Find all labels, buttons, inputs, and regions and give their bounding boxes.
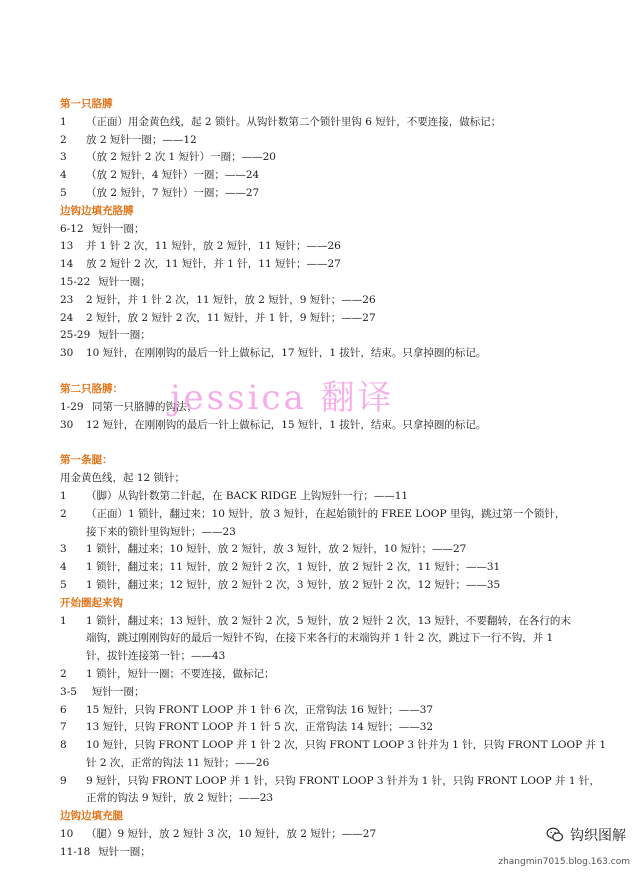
row-text: 短针一圈； — [92, 222, 145, 235]
row-text: 针 2 次，正常的钩法 11 短针；——26 — [86, 756, 270, 769]
pattern-row — [60, 221, 620, 239]
section-gap — [60, 363, 620, 381]
row-number: 8 — [60, 739, 67, 752]
row-number: 1 — [60, 614, 67, 627]
row-number: 14 — [60, 258, 74, 271]
pattern-row — [60, 755, 620, 773]
row-text: 针，拔针连接第一针；——43 — [86, 650, 226, 663]
row-text: 用金黄色线，起 12 锁针； — [60, 472, 186, 485]
pattern-row — [60, 185, 620, 203]
pattern-row — [60, 648, 620, 666]
pattern-row — [60, 666, 620, 684]
row-text: 端钩，跳过刚刚钩好的最后一短针不钩，在接下来各行的末端钩并 1 针 2 次，跳过下一行不钩，并 1 — [86, 632, 554, 645]
row-text: 放 2 短针一圈；——12 — [86, 133, 197, 146]
pattern-row — [60, 613, 620, 631]
pattern-row — [60, 256, 620, 274]
row-number: 2 — [60, 133, 67, 146]
row-number: 6 — [60, 703, 67, 716]
pattern-row — [60, 684, 620, 702]
row-number: 13 — [60, 240, 74, 253]
row-number: 15-22 — [60, 275, 91, 288]
pattern-row — [60, 790, 620, 808]
row-number: 1 — [60, 489, 67, 502]
pattern-row — [60, 702, 620, 720]
pattern-row — [60, 292, 620, 310]
row-number: 5 — [60, 578, 67, 591]
row-text: 10 短针，在刚刚钩的最后一针上做标记，17 短针，1 拔针，结束。只拿掉圈的标记。 — [86, 347, 487, 360]
row-number: 7 — [60, 721, 67, 734]
row-text: 13 短针，只钩 FRONT LOOP 并 1 针 5 次，正常钩法 14 短针；——32 — [86, 721, 434, 734]
row-number: 2 — [60, 667, 67, 680]
source-url: zhangmin7015.blog.163.com — [498, 857, 630, 867]
row-number: 4 — [60, 561, 67, 574]
pattern-document — [60, 96, 620, 862]
row-text: 短针一圈； — [98, 329, 151, 342]
row-number: 2 — [60, 507, 67, 520]
row-text: 放 2 短针 2 次，11 短针，并 1 针，11 短针；——27 — [86, 258, 341, 271]
section-heading: 边钩边填充胳膊 — [60, 204, 134, 217]
section-heading: 边钩边填充腿 — [60, 810, 123, 823]
row-text: （放 2 短针，4 短针）一圈；——24 — [86, 169, 260, 182]
pattern-row — [60, 310, 620, 328]
pattern-row — [60, 630, 620, 648]
pattern-row — [60, 488, 620, 506]
pattern-row — [60, 399, 620, 417]
wechat-brand — [546, 825, 626, 845]
row-number: 3 — [60, 151, 67, 164]
pattern-row — [60, 114, 620, 132]
row-text: 1 锁针，翻过来；13 短针，放 2 短针 2 次，5 短针，放 2 短针 2 次，13 短针，不要翻转，在各行的末 — [86, 614, 571, 627]
row-number: 10 — [60, 828, 74, 841]
row-text: 同第一只胳膊的钩法； — [92, 400, 197, 413]
row-number: 23 — [60, 293, 74, 306]
section-heading: 第一条腿： — [60, 454, 113, 467]
row-text: 短针一圈； — [98, 845, 151, 858]
pattern-row — [60, 149, 620, 167]
pattern-row — [60, 719, 620, 737]
pattern-row — [60, 167, 620, 185]
translator-watermark: jessica 翻译 — [170, 378, 395, 418]
row-number: 1 — [60, 115, 67, 128]
pattern-row — [60, 345, 620, 363]
row-number: 9 — [60, 774, 67, 787]
row-number: 5 — [60, 186, 67, 199]
pattern-row — [60, 274, 620, 292]
row-text: 2 短针，并 1 针 2 次，11 短针，放 2 短针，9 短针；——26 — [86, 293, 376, 306]
row-number: 30 — [60, 418, 74, 431]
row-text: （正面）用金黄色线，起 2 锁针。从钩针数第二个锁针里钩 6 短针，不要连接，做标记； — [86, 115, 502, 128]
pattern-row — [60, 773, 620, 791]
row-number: 1-29 — [60, 400, 84, 413]
pattern-row — [60, 470, 620, 488]
row-text: （放 2 短针，7 短针）一圈；——27 — [86, 186, 260, 199]
row-text: （正面）1 锁针，翻过来；10 短针，放 3 短针，在起始锁针的 FREE LOOP 里钩，跳过第一个锁针， — [86, 507, 566, 520]
row-number: 3-5 — [60, 685, 77, 698]
pattern-row — [60, 417, 620, 435]
pattern-row — [60, 524, 620, 542]
row-number: 6-12 — [60, 222, 84, 235]
row-text: 1 锁针，翻过来；10 短针，放 2 短针，放 3 短针，放 2 短针，10 短针；——27 — [86, 543, 467, 556]
row-text: （脚）从钩针数第二针起，在 BACK RIDGE 上钩短针一行；——11 — [86, 489, 409, 502]
section-heading: 开始圈起来钩 — [60, 596, 123, 609]
pattern-row — [60, 559, 620, 577]
pattern-row — [60, 826, 620, 844]
row-text: 12 短针，在刚刚钩的最后一针上做标记，15 短针，1 拔针，结束。只拿掉圈的标记。 — [86, 418, 487, 431]
row-text: 1 锁针，翻过来；12 短针，放 2 短针 2 次，3 短针，放 2 短针 2 次，12 短针；——35 — [86, 578, 501, 591]
pattern-row — [60, 506, 620, 524]
section-gap — [60, 434, 620, 452]
pattern-row — [60, 327, 620, 345]
row-text: 接下来的锁针里钩短针；——23 — [86, 525, 236, 538]
row-text: 1 锁针，翻过来；11 短针，放 2 短针 2 次，1 短针，放 2 短针 2 次，11 短针；——31 — [86, 561, 501, 574]
row-number: 4 — [60, 169, 67, 182]
row-text: 15 短针，只钩 FRONT LOOP 并 1 针 6 次，正常钩法 16 短针；——37 — [86, 703, 434, 716]
section-heading: 第一只胳膊 — [60, 98, 113, 110]
row-text: 9 短针，只钩 FRONT LOOP 并 1 针，只钩 FRONT LOOP 3 针并为 1 针，只钩 FRONT LOOP 并 1 针， — [86, 774, 600, 787]
row-text: 短针一圈； — [98, 275, 151, 288]
pattern-row — [60, 577, 620, 595]
row-text: 并 1 针 2 次，11 短针，放 2 短针，11 短针；——26 — [86, 240, 341, 253]
row-number: 3 — [60, 543, 67, 556]
row-text: 2 短针，放 2 短针 2 次，11 短针，并 1 针，9 短针；——27 — [86, 311, 376, 324]
row-text: （腿）9 短针，放 2 短针 3 次，10 短针，放 2 短针；——27 — [86, 828, 377, 841]
row-number: 30 — [60, 347, 74, 360]
row-text: （放 2 短针 2 次 1 短针）一圈；——20 — [86, 151, 276, 164]
row-number: 25-29 — [60, 329, 91, 342]
section-heading: 第二只胳膊： — [60, 382, 123, 395]
brand-name: 钩织图解 — [570, 828, 626, 844]
row-number: 11-18 — [60, 845, 91, 858]
row-text: 10 短针，只钩 FRONT LOOP 并 1 针 2 次，只钩 FRONT LOOP 3 针并为 1 针，只钩 FRONT LOOP 并 1 — [86, 739, 607, 752]
row-text: 正常的钩法 9 短针，放 2 短针；——23 — [86, 792, 274, 805]
pattern-row — [60, 541, 620, 559]
row-text: 1 锁针，短针一圈；不要连接，做标记； — [86, 667, 275, 680]
pattern-row — [60, 132, 620, 150]
pattern-row — [60, 737, 620, 755]
row-text: 短针一圈； — [92, 685, 145, 698]
pattern-row — [60, 238, 620, 256]
wechat-icon — [546, 826, 564, 844]
row-number: 24 — [60, 311, 74, 324]
